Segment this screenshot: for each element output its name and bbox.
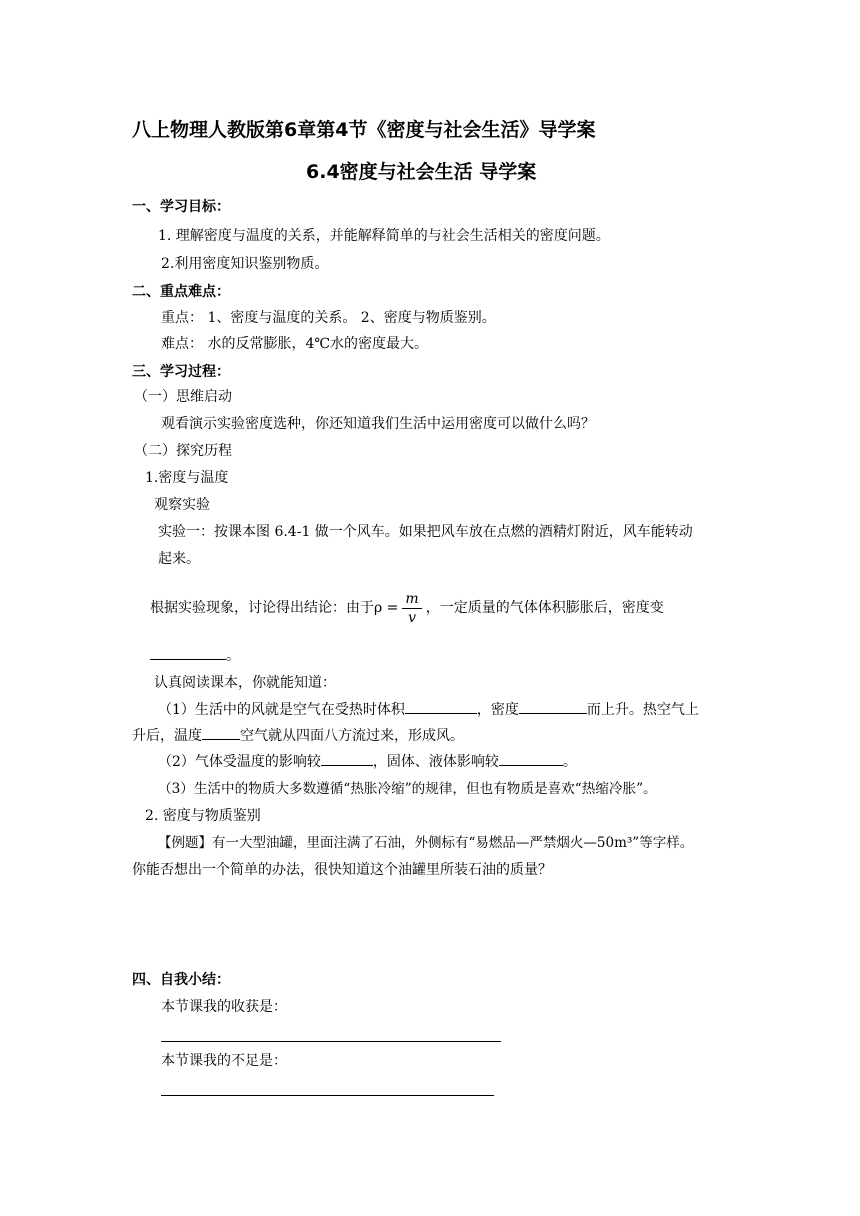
example-line-2: 你能否想出一个简单的办法，很快知道这个油罐里所装石油的质量？ [132,862,552,878]
q2-text-c: 。 [562,754,577,770]
part-1-label: （一）思维启动 [134,389,232,405]
q1-text-e: 空气就从四面八方流过来，形成风。 [240,728,464,744]
experiment-1-line-1: 实验一：按课本图 6.4-1 做一个风车。如果把风车放在点燃的酒精灯附近，风车能转动 [158,524,693,540]
conclusion-blank-line [150,645,240,666]
summary-lack-label: 本节课我的不足是： [161,1053,287,1069]
answer-blank[interactable] [321,751,373,766]
density-formula-fraction [402,590,421,627]
experiment-1-line-2: 起来。 [158,551,200,567]
part-1-text: 观看演示实验密度选种，你还知道我们生活中运用密度可以做什么吗？ [161,416,595,432]
formula-numerator: m [402,590,421,609]
conclusion-line [150,588,664,628]
subsection-density-temperature: 1.密度与温度 [145,470,229,486]
document-subtitle: 6.4密度与社会生活 导学案 [306,161,537,183]
difficult-points-text: 难点： 水的反常膨胀，4℃水的密度最大。 [161,336,429,352]
summary-gain-answer-line[interactable] [161,1041,501,1042]
formula-denominator: v [408,609,417,626]
section-heading-key-points: 二、重点难点： [132,284,230,300]
key-points-text: 重点： 1、密度与温度的关系。 2、密度与物质鉴别。 [161,310,496,326]
section-heading-summary: 四、自我小结： [132,972,230,988]
subsection-density-identification: 2. 密度与物质鉴别 [145,808,261,824]
summary-lack-answer-line[interactable] [161,1095,494,1096]
conclusion-prefix: 根据实验现象，讨论得出结论：由于ρ = [150,600,399,616]
question-2 [158,751,577,772]
answer-blank[interactable] [519,699,587,714]
part-2-label: （二）探究历程 [134,443,232,459]
example-line-1: 【例题】有一大型油罐，里面注满了石油，外侧标有“易燃品—严禁烟火—50m³”等字样。 [158,835,694,851]
q2-text-a: （2）气体受温度的影响较 [158,754,321,770]
question-3: （3）生活中的物质大多数遵循“热胀冷缩”的规律，但也有物质是喜欢“热缩冷胀”。 [158,781,657,797]
answer-blank[interactable] [202,725,240,740]
summary-gain-label: 本节课我的收获是： [161,999,287,1015]
objective-item-2: 2.利用密度知识鉴别物质。 [161,256,329,272]
objective-item-1: 1. 理解密度与温度的关系，并能解释简单的与社会生活相关的密度问题。 [158,228,610,244]
section-heading-objectives: 一、学习目标： [132,199,230,215]
q1-text-c: 而上升。热空气上 [586,702,699,718]
q1-text-b: ，密度 [476,702,519,718]
q2-text-b: ，固体、液体影响较 [372,754,499,770]
answer-blank[interactable] [405,699,477,714]
q1-text-d: 升后，温度 [132,728,202,744]
conclusion-suffix: ，一定质量的气体体积膨胀后，密度变 [425,600,664,616]
read-intro: 认真阅读课本，你就能知道： [154,675,336,691]
q1-text-a: （1）生活中的风就是空气在受热时体积 [158,702,405,718]
observe-label: 观察实验 [154,497,210,513]
answer-blank[interactable] [150,645,226,660]
section-heading-process: 三、学习过程： [132,364,230,380]
answer-blank[interactable] [499,751,563,766]
question-1-line-2 [132,725,464,746]
question-1-line-1 [158,699,699,720]
document-title: 八上物理人教版第6章第4节《密度与社会生活》导学案 [132,119,596,141]
conclusion-end: 。 [226,648,240,664]
